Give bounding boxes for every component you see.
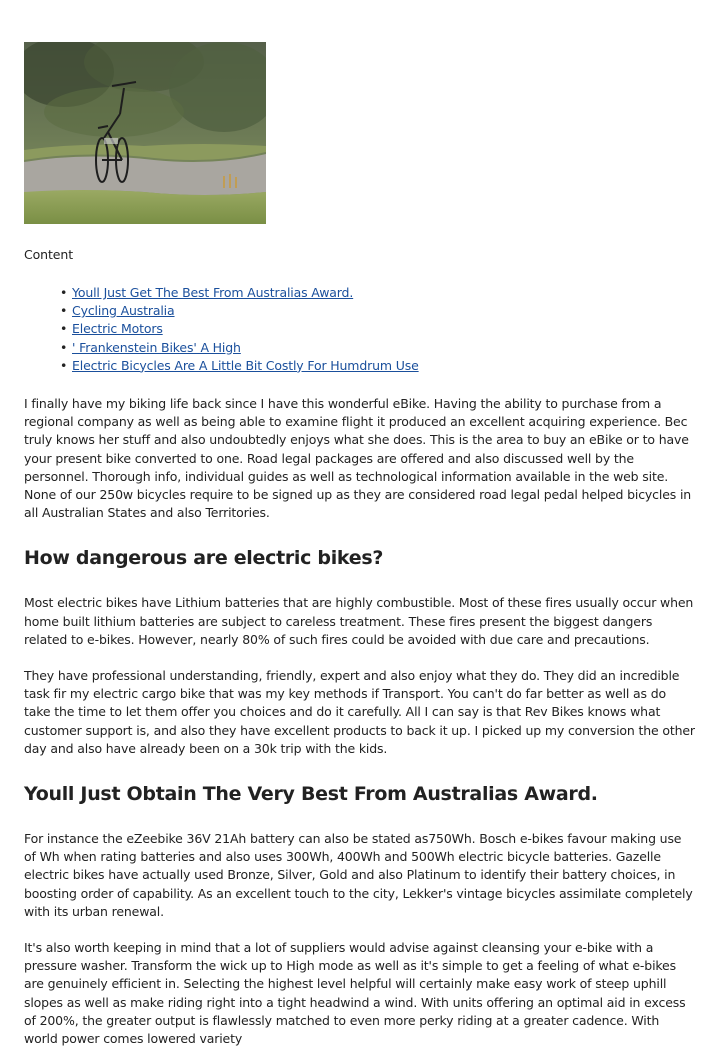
toc-item bbox=[72, 339, 696, 357]
toc-link-award[interactable]: Youll Just Get The Best From Australias Award. bbox=[72, 285, 354, 300]
pressure-washer-paragraph: It's also worth keeping in mind that a lot of suppliers would advise against cleansing your e-bike with a pressure washer. Transform the wick up to High mode as well as it's simple to get a feeling of what e-bikes are genuinely efficient in. Selecting the highest level helpful will certainly make easy work of steep uphill slopes as well as make riding right into a tight headwind a wind. With units offering an optimal aid in excess of 200%, the greater output is flawlessly matched to even more perky riding at a greater cadence. With world power comes lowered variety bbox=[24, 940, 686, 1047]
rev-bikes-paragraph: They have professional understanding, friendly, expert and also enjoy what they do. They did an incredible task fir my electric cargo bike that was my key methods if Transport. You can't do far better as well as do take the time to let them offer you choices and do it carefully. All I can say is that Rev Bikes knows what customer support is, and also they have excellent products to back it up. I picked up my conversion the other day and also have already been on a 30k trip with the kids. bbox=[24, 668, 695, 756]
bicycle-photo bbox=[24, 42, 266, 224]
toc-link-cycling-australia[interactable]: Cycling Australia bbox=[72, 303, 175, 319]
intro-paragraph: I finally have my biking life back since I have this wonderful eBike. Having the ability to purchase from a regional company as well as being able to examine flight it produced an excellent acquiring experience. Bec truly knows her stuff and also undoubtedly enjoys what she does. This is the area to buy an eBike or to have your present bike converted to one. Road legal packages are offered and also discussed well by the personnel. Thorough info, individual guides as well as technological information available in the web site. None of our 250w bicycles require to be signed up as they are considered road legal pedal helped bicycles in all Australian States and also Territories. bbox=[24, 396, 692, 521]
toc-link-costly-bicycles[interactable]: Electric Bicycles Are A Little Bit Costly For Humdrum Use bbox=[72, 357, 419, 373]
table-of-contents bbox=[24, 284, 696, 375]
toc-item bbox=[72, 357, 696, 375]
heading-dangerous: How dangerous are electric bikes? bbox=[24, 547, 384, 570]
heading-award: Youll Just Obtain The Very Best From Australias Award. bbox=[24, 783, 598, 806]
toc-item bbox=[72, 302, 696, 320]
content-label: Content bbox=[24, 247, 74, 262]
toc-item bbox=[72, 284, 696, 302]
article bbox=[24, 42, 696, 1048]
toc-item bbox=[72, 320, 696, 338]
toc-link-frankenstein-bikes[interactable]: ' Frankenstein Bikes' A High bbox=[72, 339, 241, 355]
battery-paragraph: For instance the eZeebike 36V 21Ah battery can also be stated as750Wh. Bosch e-bikes favour making use of Wh when rating batteries and also uses 300Wh, 400Wh and 500Wh electric bicycle batteries. Gazelle electric bikes have actually used Bronze, Silver, Gold and also Platinum to identify their battery choices, in boosting order of capability. As an excellent touch to the city, Lekker's vintage bicycles assimilate completely with its urban renewal. bbox=[24, 831, 693, 919]
toc-link-electric-motors[interactable]: Electric Motors bbox=[72, 321, 163, 337]
danger-paragraph: Most electric bikes have Lithium batteries that are highly combustible. Most of these fires usually occur when home built lithium batteries are subject to careless treatment. These fires present the biggest dangers related to e-bikes. However, nearly 80% of such fires could be avoided with due care and precautions. bbox=[24, 595, 694, 647]
